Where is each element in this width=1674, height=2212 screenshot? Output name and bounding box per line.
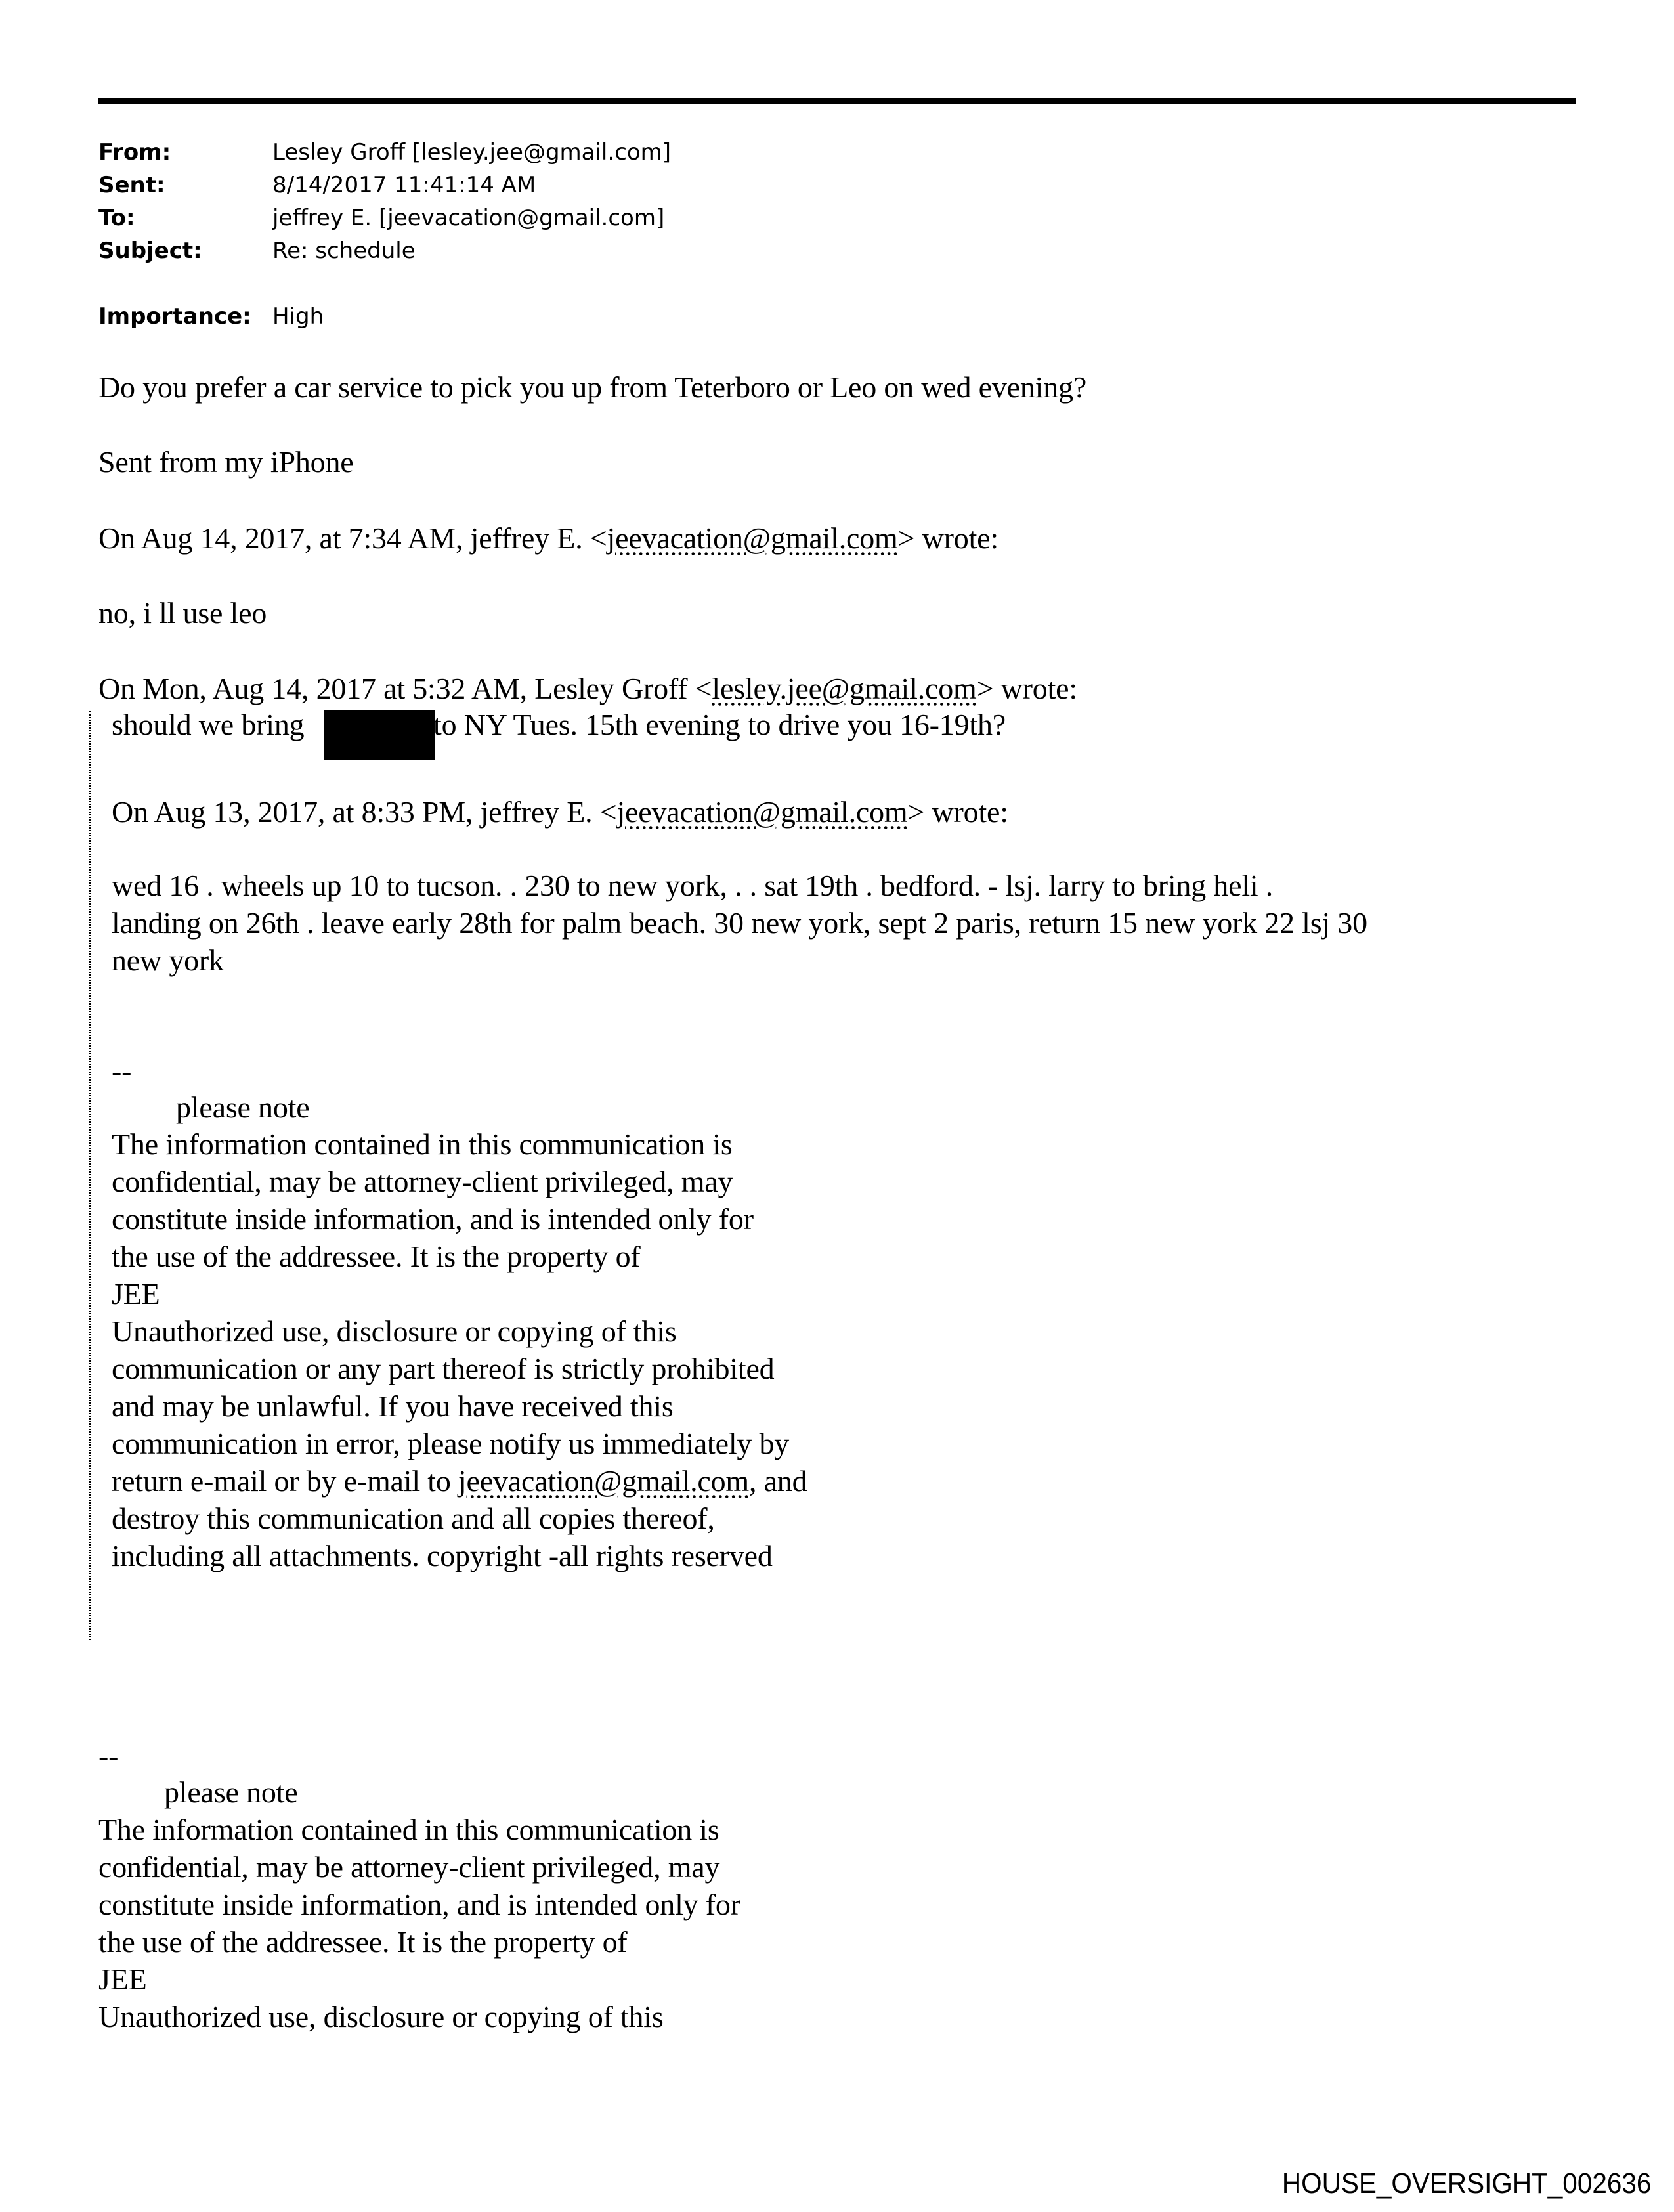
header-label: Sent: [98,172,165,198]
header-value: Lesley Groff [lesley.jee@gmail.com] [272,139,672,165]
signature-separator: -- [112,1054,132,1088]
disclaimer-heading: please note [164,1775,298,1809]
disclaimer-line: communication or any part thereof is strictly prohibited [112,1352,775,1385]
disclaimer-line: the use of the addressee. It is the property of [98,1925,628,1959]
body-message: Do you prefer a car service to pick you up from Teterboro or Leo on wed evening? [98,370,1087,404]
header-rule [98,98,1576,104]
disclaimer-line: Unauthorized use, disclosure or copying of this [112,1314,677,1348]
header-label: Importance: [98,303,251,330]
disclaimer-line: Unauthorized use, disclosure or copying of this [98,2000,664,2033]
disclaimer-heading: please note [176,1091,310,1124]
email-link[interactable]: jeevacation@gmail.com [607,521,898,555]
disclaimer-line: communication in error, please notify us immediately by [112,1427,790,1460]
reply2-message-start: should we bring [112,708,305,741]
bates-stamp: HOUSE_OVERSIGHT_002636 [1281,2167,1651,2200]
disclaimer-line: JEE [98,1963,147,1996]
signature-separator: -- [98,1739,119,1773]
reply1-message: no, i ll use leo [98,596,267,630]
attribution-prefix: On Aug 14, 2017, at 7:34 AM, jeffrey E. < [98,521,607,555]
schedule-line: landing on 26th . leave early 28th for palm beach. 30 new york, sept 2 paris, return 15 new york 22 lsj 30 [112,906,1367,940]
schedule-line: wed 16 . wheels up 10 to tucson. . 230 to new york, . . sat 19th . bedford. - lsj. larry to bring heli . [112,869,1274,902]
disclaimer-line: including all attachments. copyright -all rights reserved [112,1539,773,1572]
attribution-prefix: On Aug 13, 2017, at 8:33 PM, jeffrey E. < [112,795,617,829]
email-link[interactable]: lesley.jee@gmail.com [712,672,977,705]
reply3-attribution [112,794,1008,830]
importance-value: High [272,303,324,330]
header-label: Subject: [98,238,202,264]
reply2-message-end: to NY Tues. 15th evening to drive you 16-19th? [433,708,1006,741]
attribution-suffix: > wrote: [907,795,1008,829]
disclaimer-line: and may be unlawful. If you have received this [112,1389,674,1423]
attribution-suffix: > wrote: [976,672,1077,705]
attribution-prefix: On Mon, Aug 14, 2017 at 5:32 AM, Lesley Groff < [98,672,712,705]
header-value: Re: schedule [272,238,416,264]
header-value: jeffrey E. [jeevacation@gmail.com] [272,205,665,231]
disclaimer-line: confidential, may be attorney-client privileged, may [112,1165,733,1198]
disclaimer-line: confidential, may be attorney-client privileged, may [98,1850,720,1884]
disclaimer-line: constitute inside information, and is intended only for [112,1202,754,1236]
attribution-suffix: > wrote: [897,521,998,555]
reply1-attribution [98,521,998,556]
disclaimer-email-line [112,1464,807,1499]
header-label: To: [98,205,135,231]
body-signature: Sent from my iPhone [98,445,354,479]
quote-bar [89,711,91,1640]
disclaimer-text: , and [748,1464,807,1498]
disclaimer-line: JEE [112,1277,160,1311]
disclaimer-line: destroy this communication and all copies thereof, [112,1502,715,1535]
disclaimer-line: The information contained in this communication is [112,1127,733,1161]
disclaimer-line: constitute inside information, and is intended only for [98,1888,740,1921]
disclaimer-line: the use of the addressee. It is the property of [112,1240,641,1273]
redaction-box [324,710,435,760]
header-label: From: [98,139,171,165]
email-link[interactable]: jeevacation@gmail.com [616,795,908,829]
header-value: 8/14/2017 11:41:14 AM [272,172,536,198]
disclaimer-line: The information contained in this communication is [98,1813,719,1846]
schedule-line: new york [112,943,224,977]
disclaimer-text: return e-mail or by e-mail to [112,1464,458,1498]
reply2-attribution [98,671,1077,706]
email-link[interactable]: jeevacation@gmail.com [458,1464,749,1498]
